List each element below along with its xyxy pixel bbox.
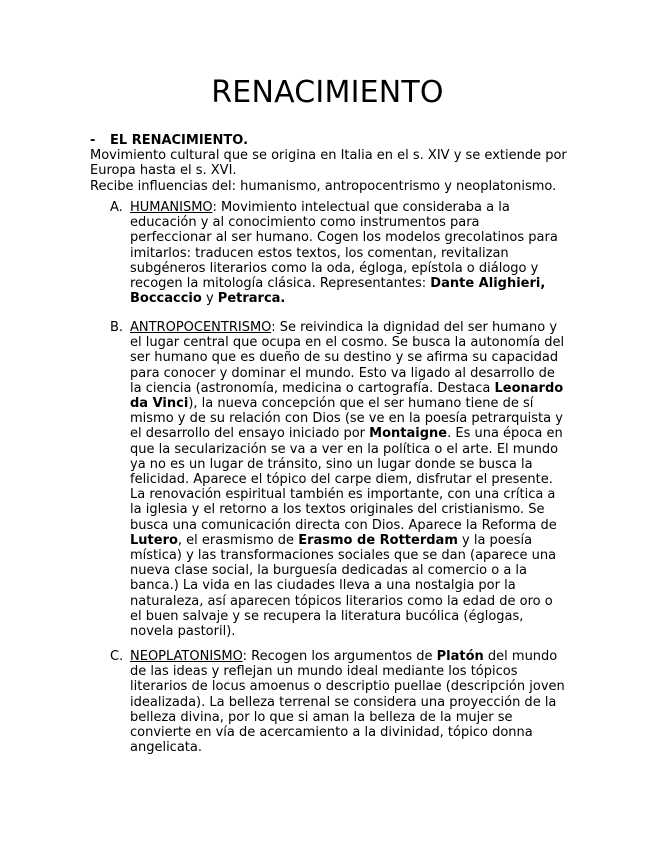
- term-humanismo: HUMANISMO: [130, 200, 213, 215]
- intro-line-1: Movimiento cultural que se origina en Italia en el s. XIV y se extiende por Europa hasta el s. XVI.: [90, 148, 567, 179]
- list-item-text: [130, 200, 565, 306]
- list-marker: B.: [110, 320, 124, 335]
- bold-names: Dante Alighieri, Boccaccio: [130, 276, 546, 307]
- bold-name: Petrarca.: [217, 291, 286, 307]
- text-segment: del mundo de las ideas y reflejan un mundo ideal mediante los tópicos literarios de locus amoenus o descriptio puellae (descripción joven idealizada). La belleza terrenal se considera una proyección de la belleza divina, por lo que si aman la belleza de la mujer se convierte en vía de acercamiento a la divinidad, tópico donna angelicata.: [130, 649, 565, 756]
- list-marker: A.: [110, 200, 123, 215]
- list-item-neoplatonismo: [110, 649, 565, 755]
- bold-name: Platón: [436, 649, 484, 664]
- text-segment: . Es una época en que la secularización se va a ver en la política o el arte. El mundo ya no es un lugar de tránsito, sino un lugar donde se busca la felicidad. Aparece el tópico del carpe diem, disfrutar el presente. La renovación espiritual también es importante, con una crítica a la iglesia y el retorno a los textos originales del cristianismo. Se busca una comunicación directa con Dios. Aparece la Reforma de: [130, 426, 563, 533]
- bold-name: Montaigne: [369, 426, 448, 442]
- text-segment: : Se reivindica la dignidad del ser humano y el lugar central que ocupa en el cosmo. Se busca la autonomía del ser humano que es dueño de su destino y se afirma su capacidad para conocer y dominar el mundo. Esto va ligado al desarrollo de la ciencia (astronomía, medicina o cartografía. Destaca: [130, 320, 565, 396]
- term-neoplatonismo: NEOPLATONISMO: [130, 649, 243, 664]
- bold-name: Lutero: [130, 532, 178, 548]
- text-segment: : Recogen los argumentos de: [242, 649, 437, 664]
- intro-line-2: Recibe influencias del: humanismo, antropocentrismo y neoplatonismo.: [90, 178, 557, 194]
- section-heading-text: EL RENACIMIENTO.: [110, 133, 249, 148]
- text-segment: y la poesía mística) y las transformaciones sociales que se dan (aparece una nueva clase social, la burguesía dedicadas al comercio o a la banca.) La vida en las ciudades lleva a una nostalgia por la naturaleza, así aparecen tópicos literarios como la edad de oro o el buen salvaje y se recupera la literatura bucólica (églogas, novela pastoril).: [130, 532, 557, 640]
- page-title: RENACIMIENTO: [211, 75, 444, 110]
- section-heading: [90, 133, 575, 148]
- list-item-antropocentrismo: [110, 320, 565, 639]
- bullet-dash: -: [90, 133, 96, 148]
- bold-name: Leonardo da Vinci: [130, 380, 564, 412]
- list-marker: C.: [110, 649, 124, 664]
- text-segment: ), la nueva concepción que el ser humano tiene de sí mismo y de su relación con Dios (se ve en la poesía petrarquista y el desarrollo del ensayo iniciado por: [130, 396, 563, 442]
- list-item-humanismo: [110, 200, 565, 306]
- text-segment: : Movimiento intelectual que consideraba a la educación y al conocimiento como instrumentos para perfeccionar al ser humano. Cogen los modelos grecolatinos para imitarlos: traducen estos textos, los comentan, revitalizan subgéneros literarios como la oda, égloga, epístola o diálogo y recogen la mitología clásica. Representantes:: [130, 200, 558, 292]
- text-segment: , el erasmismo de: [177, 532, 299, 548]
- intro-section: [90, 133, 575, 194]
- term-antropocentrismo: ANTROPOCENTRISMO: [130, 320, 272, 335]
- text-segment: y: [201, 291, 218, 307]
- bold-name: Erasmo de Rotterdam: [298, 532, 458, 548]
- list-item-text: [130, 320, 565, 639]
- list-item-text: [130, 649, 565, 755]
